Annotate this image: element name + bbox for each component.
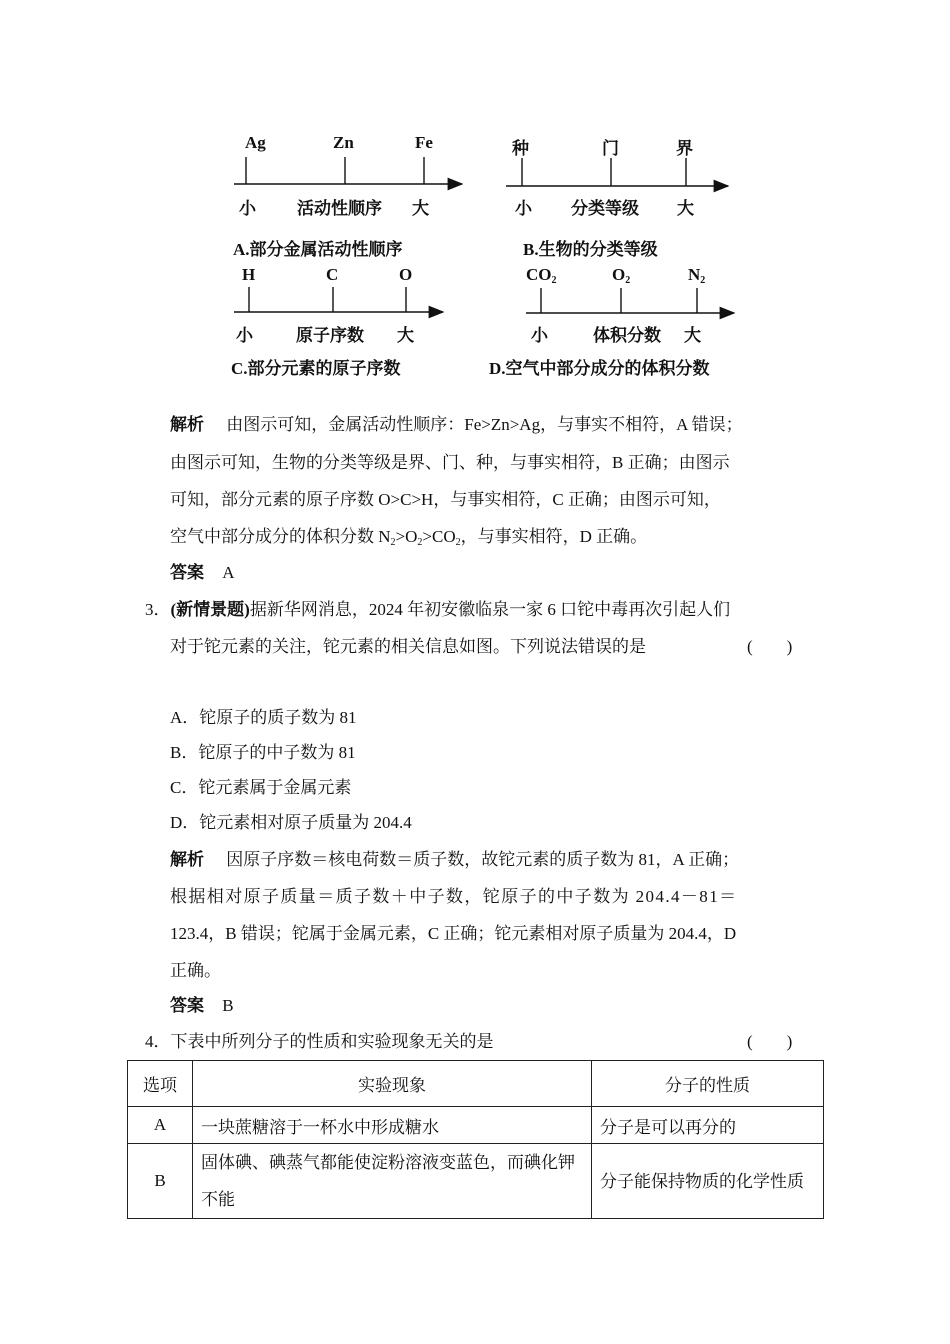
tick-label-co2: $CO_2$ xyxy=(526,265,557,286)
q3-stem-line1: 3．(新情景题)据新华网消息，2024 年初安徽临泉一家 6 口铊中毒再次引起人们 xyxy=(145,600,731,619)
diagram-axes xyxy=(0,0,950,400)
table-cell: 分子能保持物质的化学性质 xyxy=(592,1144,824,1219)
q3-analysis-line3: 123.4，B 错误；铊属于金属元素，C 正确；铊元素相对原子质量为 204.4，D xyxy=(170,924,737,943)
axis-a-center: 活动性顺序 xyxy=(297,199,382,218)
q3-option-c: C．铊元素属于金属元素 xyxy=(170,778,352,797)
tick-label-c: C xyxy=(326,265,339,284)
table-header-cell: 分子的性质 xyxy=(592,1061,824,1107)
axis-c-right: 大 xyxy=(397,326,414,345)
q2-analysis-line4: 空气中部分成分的体积分数 $N_2>O_2>CO_2$，与事实相符，D 正确。 xyxy=(170,527,648,548)
tick-label-o2: $O_2$ xyxy=(612,265,631,286)
q4-answer-paren: ( ) xyxy=(747,1032,793,1051)
q3-analysis-line2: 根据相对原子质量＝质子数＋中子数，铊原子的中子数为 204.4－81＝ xyxy=(170,887,738,906)
tick-label-n2: $N_2$ xyxy=(688,265,706,286)
q3-answer-value: B xyxy=(222,996,234,1015)
q3-stem-line2: 对于铊元素的关注，铊元素的相关信息如图。下列说法错误的是 xyxy=(170,637,646,656)
tick-label-h: H xyxy=(242,265,256,284)
axis-d-center: 体积分数 xyxy=(593,326,661,345)
q3-tag: (新情景题) xyxy=(170,600,250,619)
table-cell: B xyxy=(128,1144,193,1219)
answer-label: 答案 xyxy=(170,563,204,582)
tick-label-jie: 界 xyxy=(676,139,693,158)
q2-answer xyxy=(170,558,235,583)
axis-c xyxy=(234,287,443,312)
q2-analysis-line2: 由图示可知，生物的分类等级是界、门、种，与事实相符，B 正确；由图示 xyxy=(170,453,730,472)
axis-c-left: 小 xyxy=(236,326,253,345)
axis-a xyxy=(234,157,462,184)
axis-b xyxy=(506,158,728,186)
axis-b-left: 小 xyxy=(515,199,532,218)
q2-analysis-line3: 可知，部分元素的原子序数 O>C>H，与事实相符，C 正确；由图示可知， xyxy=(170,490,721,509)
table-header-row xyxy=(128,1061,824,1107)
table-cell: A xyxy=(128,1107,193,1144)
q2-analysis-line1: 解析 由图示可知，金属活动性顺序：Fe>Zn>Ag，与事实不相符，A 错误； xyxy=(170,415,743,434)
tick-label-o: O xyxy=(399,265,413,284)
tick-label-zhong: 种 xyxy=(512,139,529,158)
axis-a-right: 大 xyxy=(412,199,429,218)
q3-option-b: B．铊原子的中子数为 81 xyxy=(170,743,356,762)
caption-b: B.生物的分类等级 xyxy=(523,240,658,259)
table-cell: 分子是可以再分的 xyxy=(592,1107,824,1144)
axis-c-center: 原子序数 xyxy=(296,326,364,345)
analysis-label: 解析 xyxy=(170,415,204,434)
axis-d xyxy=(526,288,734,313)
axis-a-left: 小 xyxy=(239,199,256,218)
axis-d-left: 小 xyxy=(531,326,548,345)
tick-label-ag: Ag xyxy=(245,133,266,152)
table-header-cell: 实验现象 xyxy=(193,1061,592,1107)
q3-option-d: D．铊元素相对原子质量为 204.4 xyxy=(170,813,412,832)
caption-a: A.部分金属活动性顺序 xyxy=(233,240,403,259)
q3-analysis-line4: 正确。 xyxy=(170,961,221,980)
caption-d: D.空气中部分成分的体积分数 xyxy=(489,359,710,378)
q3-option-a: A．铊原子的质子数为 81 xyxy=(170,708,357,727)
q3-answer-label: 答案 xyxy=(170,996,204,1015)
axis-b-center: 分类等级 xyxy=(571,199,639,218)
caption-c: C.部分元素的原子序数 xyxy=(231,359,401,378)
table-header-cell: 选项 xyxy=(128,1061,193,1107)
q3-analysis-line1: 解析 因原子序数＝核电荷数＝质子数，故铊元素的质子数为 81，A 正确； xyxy=(170,850,740,869)
table-row xyxy=(128,1107,824,1144)
tick-label-zn: Zn xyxy=(333,133,354,152)
q3-answer xyxy=(170,991,234,1016)
axis-d-right: 大 xyxy=(684,326,701,345)
table-cell: 固体碘、碘蒸气都能使淀粉溶液变蓝色，而碘化钾不能 xyxy=(193,1144,592,1219)
q3-answer-paren: ( ) xyxy=(747,637,793,656)
tick-label-fe: Fe xyxy=(415,133,433,152)
answer-value: A xyxy=(222,563,235,582)
q3-analysis-label: 解析 xyxy=(170,850,204,869)
axis-b-right: 大 xyxy=(677,199,694,218)
table-row xyxy=(128,1144,824,1219)
q4-stem: 4．下表中所列分子的性质和实验现象无关的是 xyxy=(145,1032,494,1051)
q4-table xyxy=(127,1060,824,1219)
tick-label-men: 门 xyxy=(602,139,619,158)
table-cell: 一块蔗糖溶于一杯水中形成糖水 xyxy=(193,1107,592,1144)
